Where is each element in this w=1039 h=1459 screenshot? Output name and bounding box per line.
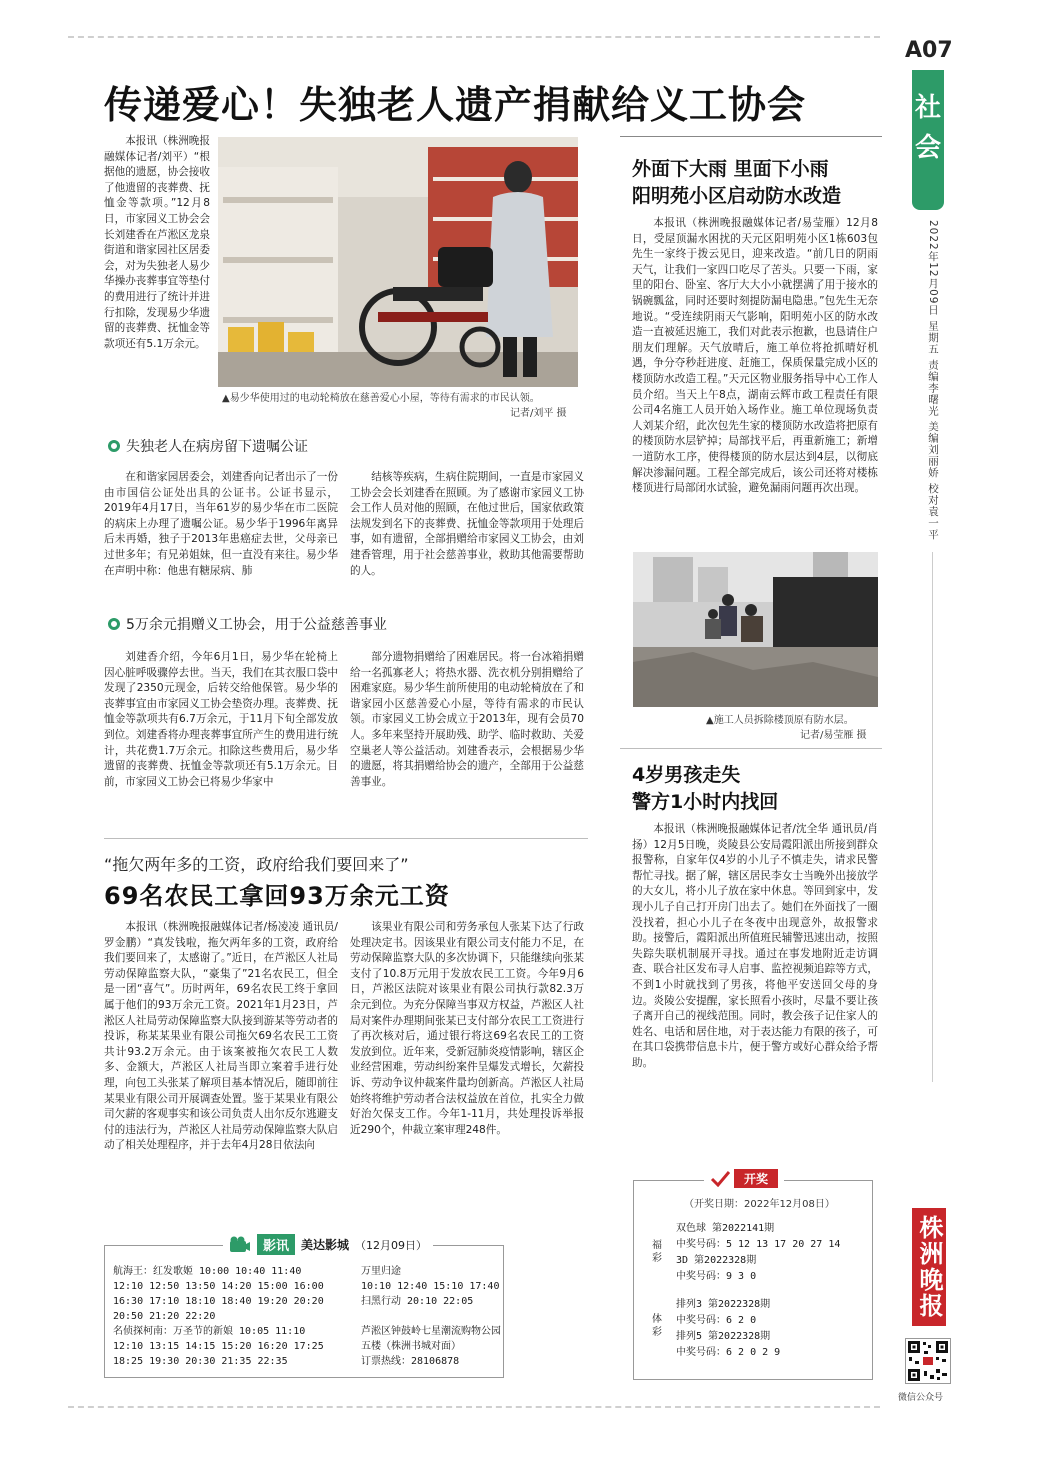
cinema-name: 美达影城 [301, 1238, 350, 1252]
film-reel-icon [229, 1236, 251, 1254]
qr-code-icon [905, 1338, 951, 1384]
main-lead-paragraph: 本报讯（株洲晚报融媒体记者/刘平）“根据他的遗愿，协会接收了他遗留的丧葬费、抚恤金等款项。”12月8日，市家园义工协会会长刘建香在芦淞区龙泉街道和谐家园社区居委会，对为失独老人易少华操办丧葬事宜等垫付的费用进行了统计并进行扣除，发现易少华遗留的丧葬费、抚恤金等款项还有5.1万余元。 [104, 135, 210, 350]
showtime-line: 航海王：红发歌姬 10:00 10:40 11:40 [113, 1266, 302, 1277]
rain-paragraph: 本报讯（株洲晚报融媒体记者/易莹雁）12月8日，受屋顶漏水困扰的天元区阳明苑小区1栋603包先生一家终于拨云见日，迎来改造。“前几日的阴雨天气，让我们一家四口吃尽了苦头。只要一下雨，家里的阳台、卧室、客厅大大小小就摆满了用于接水的锅碗瓢盆，同时还要时刻提防漏电隐患。”包先生无奈地说。“受连续阴雨天气影响，阳明苑小区的防水改造一直被延迟施工，我们对此表示抱歉，也恳请住户朋友们理解。天气放晴后，施工单位将抢抓晴好机遇，争分夺秒赶进度、赶施工，保质保量完成小区的楼顶防水改造工程。”天元区物业服务指导中心工作人员介绍。当天上午8点，湖南云辉市政工程责任有限公司4名施工人员开始入场作业。施工单位现场负责人刘某介绍，此次包先生家的楼顶防水改造将把原有的楼顶防水层铲掉；局部找平后，再重新施工；新增一道防水工序，使得楼顶的防水层达到4层，以彻底解决渗漏问题。工程全部完成后，该公司还将对楼栋楼顶进行局部闭水试验，避免漏雨问题再次出现。 [632, 217, 878, 495]
showtime-line: 万里归途 [361, 1266, 401, 1277]
cinema-brand: 影讯 [257, 1234, 295, 1255]
cinema-hotline: 订票热线：28106878 [361, 1356, 460, 1367]
bullet-icon [108, 440, 120, 452]
cinema-listing [104, 1238, 504, 1378]
boy-headline-line-2: 警方1小时内找回 [632, 791, 779, 813]
ticai-results [676, 1297, 780, 1361]
cinema-right-column [361, 1264, 501, 1369]
wage-column-1 [104, 920, 338, 1210]
showtime-line: 12:10 13:15 14:15 15:20 16:20 17:25 [113, 1341, 324, 1352]
subhead-2 [108, 614, 387, 634]
lottery-line: 中奖号码：9 3 0 [676, 1271, 757, 1282]
newspaper-logo: 株洲晚报 [912, 1208, 946, 1326]
roof-photo [633, 552, 878, 707]
roof-photo-caption: ▲施工人员拆除楼顶原有防水层。 [706, 715, 854, 726]
sub1-col2-paragraph: 结核等疾病，生病住院期间，一直是市家园义工协会会长刘建香在照顾。为了感谢市家园义工协会工作人员对他的照顾，在他过世后，国家依政策法规发到名下的丧葬费、抚恤金等款项用于处理后事，如有遗留，全部捐赠给市家园义工协会，由刘建香管理，用于社会慈善事业，救助其他需要帮助的人。 [350, 471, 584, 577]
qr-caption: 微信公众号 [898, 1393, 944, 1403]
wage-headline: 69名农民工拿回93万余元工资 [104, 882, 450, 910]
showtime-line: 扫黑行动 20:10 22:05 [361, 1296, 474, 1307]
rain-headline-line-2: 阳明苑小区启动防水改造 [632, 185, 842, 207]
boy-headline [632, 762, 882, 816]
subhead-2-text: 5万余元捐赠义工协会，用于公益慈善事业 [126, 617, 387, 633]
showtime-line: 10:10 12:40 15:10 17:40 [361, 1281, 500, 1292]
lottery-line: 排列5 第2022328期 [676, 1331, 771, 1342]
subhead-1-text: 失独老人在病房留下遗嘱公证 [126, 439, 308, 455]
top-divider [68, 36, 880, 38]
lottery-header [704, 1169, 784, 1188]
section-divider [104, 838, 588, 839]
showtime-line: 18:25 19:30 20:30 21:35 22:35 [113, 1356, 288, 1367]
right-column-rule [620, 136, 882, 137]
bottom-divider [68, 1406, 880, 1408]
side-rule [932, 552, 933, 1082]
lottery-line: 双色球 第2022141期 [676, 1223, 775, 1234]
showtime-line: 16:30 17:10 18:10 18:40 19:20 20:20 [113, 1296, 324, 1307]
showtime-line [361, 1309, 501, 1324]
wheelchair-photo [218, 137, 578, 387]
checkmark-icon [710, 1171, 730, 1187]
lottery-line: 排列3 第2022328期 [676, 1299, 771, 1310]
main-photo-caption: ▲易少华使用过的电动轮椅放在慈善爱心小屋，等待有需求的市民认领。 [222, 393, 540, 404]
fucai-label: 福彩 [652, 1240, 662, 1264]
lottery-line: 中奖号码：5 12 13 17 20 27 14 [676, 1239, 841, 1250]
ticai-label: 体彩 [652, 1314, 662, 1338]
wage-col2-paragraph: 该果业有限公司和劳务承包人张某下达了行政处理决定书。因该果业有限公司支付能力不足，在劳动保障监察大队的多次协调下，只能继续向张某支付了10.8万元用于发放农民工工资。今年9月6日，芦淞区法院对该果业有限公司执行款82.3万余元到位。为充分保障当事双方权益，芦淞区人社局对案件办理期间张某已支付部分农民工工资进行了再次核对后，通过银行将这69名农民工的工资发放到位。近年来，受新冠肺炎疫情影响，辖区企业经营困难，劳动纠纷案件呈爆发式增长，欠薪投诉、劳动争议仲裁案件量均创新高。芦淞区人社局始终将维护劳动者合法权益放在首位，扎实全力做好治欠保支工作。今年1-11月，共处理投诉举报近290个，仲裁立案审理248件。 [350, 921, 584, 1136]
lottery-date: （开奖日期：2022年12月08日） [684, 1199, 835, 1210]
rain-headline [632, 156, 882, 210]
main-lead [104, 134, 210, 414]
wage-kicker: “拖欠两年多的工资，政府给我们要回来了” [104, 855, 409, 874]
showtime-line: 12:10 12:50 13:50 14:20 15:00 16:00 [113, 1281, 324, 1292]
wage-col1-paragraph: 本报讯（株洲晚报融媒体记者/杨凌凌 通讯员/罗金鹏）“真发钱啦，拖欠两年多的工资，政府给我们要回来了，太感谢了。”近日，在芦淞区人社局劳动保障监察大队，“豪集了”21名农民工，但全是一团“喜气”。历时两年，69名农民工终于拿回属于他们的93万余元工资。2021年1月23日，芦淞区人社局劳动保障监察大队接到游某等劳动者的投诉，称某某果业有限公司拖欠69名农民工工资共计93.2万余元。由于该案被拖欠农民工人数多、金额大，芦淞区人社局当即立案着手进行处理，向包工头张某了解项目基本情况后，随即前往某果业有限公司开展调查处置。鉴于某果业有限公司欠薪的客观事实和该公司负责人出尔反尔逃避支付的违法行为，芦淞区人社局劳动保障监察大队启动了相关处理程序，并于去年4月28日依法向 [104, 921, 338, 1152]
section-tab[interactable]: 社会 [912, 70, 944, 210]
sub1-column-1 [104, 470, 338, 600]
cinema-address: 五楼（株洲书城对面） [361, 1341, 461, 1352]
rain-headline-line-1: 外面下大雨 里面下小雨 [632, 158, 829, 180]
showtime-line: 20:50 21:20 22:20 [113, 1311, 216, 1322]
lottery-line: 中奖号码：6 2 0 2 9 [676, 1347, 781, 1358]
wage-column-2 [350, 920, 584, 1210]
cinema-address: 芦淞区钟鼓岭七星潮流购物公园 [361, 1326, 501, 1337]
main-photo-credit: 记者/刘平 摄 [510, 408, 567, 419]
lottery-box [633, 1172, 873, 1380]
boy-body [632, 822, 878, 1122]
rain-body [632, 216, 878, 542]
lottery-header-text: 开奖 [734, 1169, 778, 1188]
sub1-column-2 [350, 470, 584, 600]
boy-paragraph: 本报讯（株洲晚报融媒体记者/沈全华 通讯员/肖扬）12月5日晚，炎陵县公安局霞阳派出所接到群众报警称，自家年仅4岁的小儿子不慎走失，请求民警帮忙寻找。据了解，辖区居民李女士当晚外出接放学的大女儿，将小儿子放在家中休息。等回到家中，发现小儿子自己打开房门出去了。她们在外面找了一圈没找着，担心小儿子在冬夜中出现意外，故报警求助。接警后，霞阳派出所值班民辅警迅速出动，按照失踪失联机制展开寻找。通过在事发地附近走访调查、联合社区发布寻人启事、监控视频追踪等方式，不到1小时就找到了男孩，将他平安送回父母的身边。炎陵公安提醒，家长照看小孩时，尽量不要让孩子离开自己的视线范围。同时，教会孩子记住家人的姓名、电话和居住地，对于表达能力有限的孩子，可在其口袋携带信息卡片，便于警方或好心群众给予帮助。 [632, 823, 878, 1069]
cinema-header [223, 1234, 433, 1255]
sub2-column-2 [350, 650, 584, 810]
side-meta: 2022年12月09日 星期五 责编李曙光 美编刘丽娇 校对袁一平 [927, 220, 939, 541]
lottery-line: 中奖号码：6 2 0 [676, 1315, 757, 1326]
fucai-results [676, 1221, 840, 1285]
bullet-icon [108, 618, 120, 630]
page-number: A07 [905, 38, 953, 63]
cinema-left-column [113, 1264, 353, 1369]
lottery-line: 3D 第2022328期 [676, 1255, 757, 1266]
sub1-col1-paragraph: 在和谐家园居委会，刘建香向记者出示了一份由市国信公证处出具的公证书。公证书显示，2019年4月17日，当年61岁的易少华在市二医院的病床上办理了遗嘱公证。易少华于1996年离异后未再婚，独子于2013年患癌症去世，父母亲已过世多年；有兄弟姐妹，但一直没有来往。易少华在声明中称：他患有糖尿病、肺 [104, 471, 338, 577]
section-divider [620, 748, 882, 749]
boy-headline-line-1: 4岁男孩走失 [632, 764, 741, 786]
subhead-1 [108, 436, 308, 456]
sub2-col2-paragraph: 部分遗物捐赠给了困难居民。将一台冰箱捐赠给一名孤寡老人；将热水器、洗衣机分别捐赠给了困难家庭。易少华生前所使用的电动轮椅放在了和谐家园小区慈善爱心小屋，等待有需求的市民认领。市家园义工协会成立于2013年，现有会员70人。多年来坚持开展助残、助学、临时救助、关爱空巢老人等公益活动。刘建香表示，会根据易少华的遗愿，将其捐赠给协会的遗产，全部用于公益慈善事业。 [350, 651, 584, 788]
main-headline: 传递爱心！失独老人遗产捐献给义工协会 [104, 83, 807, 127]
cinema-date: （12月09日） [355, 1238, 428, 1252]
showtime-line: 名侦探柯南：万圣节的新娘 10:05 11:10 [113, 1326, 306, 1337]
sub2-col1-paragraph: 刘建香介绍，今年6月1日，易少华在轮椅上因心脏呼吸骤停去世。当天，我们在其衣服口袋中发现了2350元现金，后转交给他保管。易少华的丧葬事宜由市家园义工协会垫资办理。丧葬费、抚恤金等款项共有6.7万余元，于11月下旬全部发放到位。刘建香将办理丧葬事宜所产生的费用进行统计，共花费1.7万余元。扣除这些费用后，易少华遗留的丧葬费、抚恤金等款项还有5.1万余元。目前，市家园义工协会已将易少华家中 [104, 651, 338, 788]
sub2-column-1 [104, 650, 338, 822]
roof-photo-credit: 记者/易莹雁 摄 [800, 730, 867, 741]
